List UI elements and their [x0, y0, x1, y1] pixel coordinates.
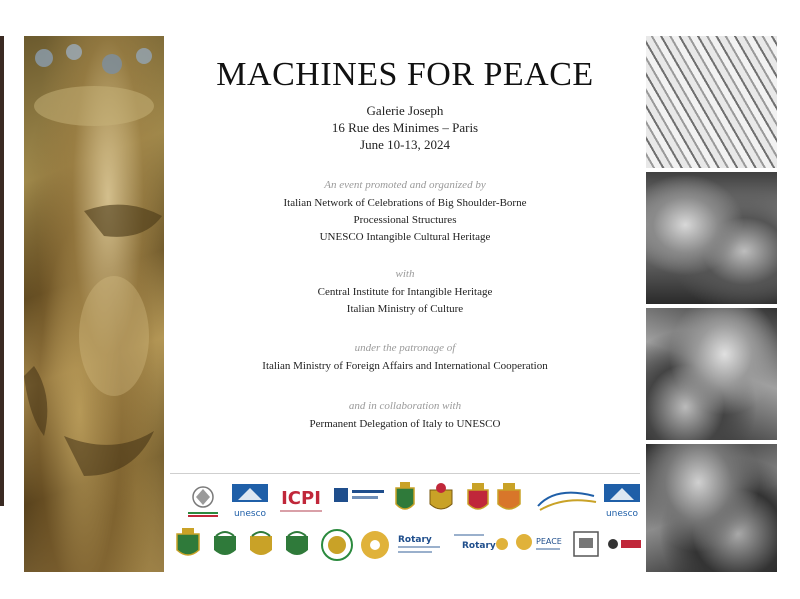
peace-text: PEACE — [536, 537, 562, 546]
republic-emblem-logo — [184, 484, 222, 520]
left-edge-strip — [0, 36, 4, 506]
rotary-club-logo-2 — [452, 530, 510, 560]
rotary-2-text: Rotary — [462, 541, 496, 551]
bearers-photo-1 — [646, 172, 777, 304]
promoter-line-3: UNESCO Intangible Cultural Heritage — [319, 231, 491, 243]
unesco-1-text: unesco — [233, 509, 267, 519]
heraldic-crest-logo — [424, 482, 458, 514]
promoter-line-1: Italian Network of Celebrations of Big Shoulder-Borne — [283, 197, 527, 209]
promoter-line-2: Processional Structures — [353, 214, 457, 226]
unesco-logo-1 — [230, 482, 270, 522]
poster-title: MACHINES FOR PEACE — [216, 56, 594, 93]
icpi-text: ICPI — [281, 488, 321, 509]
right-photo-column — [646, 36, 777, 572]
network-swoosh-logo — [536, 484, 598, 514]
red-badge-logo — [606, 532, 644, 556]
with-label: with — [395, 268, 415, 280]
partner-logos — [170, 480, 640, 570]
rotary-wheel-logo — [358, 528, 392, 562]
with-line-1: Central Institute for Intangible Heritage — [317, 286, 493, 298]
municipal-crest-logo — [174, 528, 202, 562]
icpi-logo — [276, 484, 326, 518]
lattice-structure-photo — [646, 36, 777, 168]
event-poster — [164, 36, 646, 572]
city-crest-logo-3 — [496, 482, 522, 516]
collaboration-line-1: Permanent Delegation of Italy to UNESCO — [309, 418, 501, 430]
patronage-line-1: Italian Ministry of Foreign Affairs and International Cooperation — [262, 360, 548, 372]
golden-mask-photo — [24, 36, 164, 572]
event-dates: June 10-13, 2024 — [360, 137, 450, 152]
bishop-crest-logo-1 — [210, 528, 240, 562]
promoted-label: An event promoted and organized by — [324, 179, 486, 191]
patronage-label: under the patronage of — [354, 342, 456, 354]
logo-divider — [170, 473, 640, 474]
seal-logo — [320, 528, 354, 562]
city-crest-logo-2 — [466, 482, 490, 516]
bishop-crest-logo-3 — [282, 528, 312, 562]
peace-logo — [514, 528, 564, 562]
rotary-club-logo-1 — [396, 530, 448, 560]
ministry-culture-logo — [332, 484, 388, 514]
venue-name: Galerie Joseph — [366, 103, 444, 118]
boxed-emblem-logo — [572, 530, 600, 560]
venue-address: 16 Rue des Minimes – Paris — [331, 120, 479, 135]
bearers-photo-3 — [646, 444, 777, 572]
unesco-2-text: unesco — [605, 509, 639, 519]
golden-mask-illustration — [24, 36, 164, 572]
with-line-2: Italian Ministry of Culture — [346, 303, 464, 315]
unesco-logo-2 — [602, 482, 642, 522]
rotary-1-text: Rotary — [398, 535, 432, 545]
collaboration-label: and in collaboration with — [348, 400, 462, 412]
bishop-crest-logo-2 — [246, 528, 276, 562]
bearers-photo-2 — [646, 308, 777, 440]
city-crest-logo-1 — [394, 482, 416, 516]
